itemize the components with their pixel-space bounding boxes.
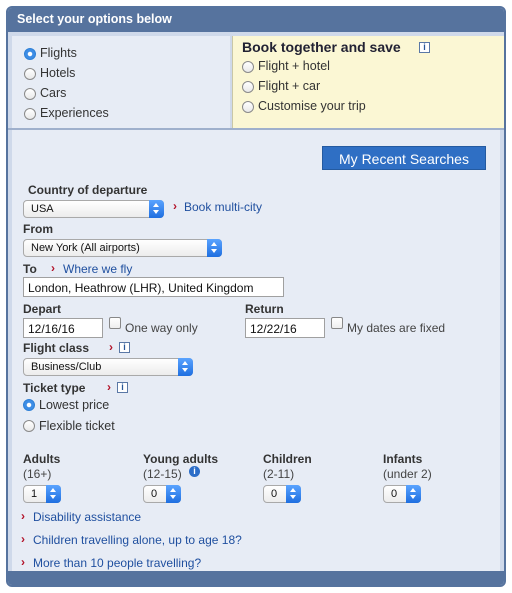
radio-hotels-label[interactable]: Hotels (40, 66, 76, 80)
adults-label: Adults (23, 452, 61, 466)
infants-value: 0 (391, 488, 398, 500)
from-select[interactable] (23, 239, 222, 257)
flight-class-value: Business/Club (31, 361, 102, 373)
more-people-link[interactable]: More than 10 people travelling? (33, 556, 202, 570)
chevron-right-icon: › (107, 380, 111, 394)
destination-input[interactable]: London, Heathrow (LHR), United Kingdom (23, 277, 284, 297)
radio-flight-car[interactable] (242, 81, 254, 93)
chevron-right-icon: › (51, 261, 55, 275)
book-multi-city-link[interactable]: Book multi-city (184, 200, 263, 214)
radio-lowest-price-label[interactable]: Lowest price (39, 398, 110, 412)
children-select[interactable] (263, 485, 301, 503)
return-label: Return (245, 302, 284, 316)
select-arrow-icon (286, 485, 301, 503)
children-label: Children (263, 452, 312, 466)
chevron-right-icon: › (173, 199, 177, 213)
infants-select[interactable] (383, 485, 421, 503)
flight-class-label: Flight class (23, 341, 90, 355)
adults-range: (16+) (23, 467, 52, 481)
radio-flights[interactable] (24, 48, 36, 60)
to-label: To (23, 262, 37, 276)
chevron-right-icon: › (21, 509, 25, 523)
booking-panel (6, 6, 506, 587)
one-way-label[interactable]: One way only (125, 321, 198, 335)
radio-hotels[interactable] (24, 68, 36, 80)
info-circle-icon[interactable]: i (189, 466, 200, 477)
radio-flight-car-label[interactable]: Flight + car (258, 79, 321, 93)
panel-title: Select your options below (17, 12, 172, 26)
radio-experiences[interactable] (24, 108, 36, 120)
radio-flexible-ticket-label[interactable]: Flexible ticket (39, 419, 115, 433)
children-value: 0 (271, 488, 278, 500)
select-arrow-icon (207, 239, 222, 257)
country-select[interactable] (23, 200, 164, 218)
country-label: Country of departure (28, 183, 148, 197)
young-adults-select[interactable] (143, 485, 181, 503)
country-value: USA (31, 203, 54, 215)
select-arrow-icon (46, 485, 61, 503)
info-icon[interactable]: i (119, 342, 130, 353)
radio-flexible-ticket[interactable] (23, 420, 35, 432)
select-arrow-icon (149, 200, 164, 218)
infants-range: (under 2) (383, 467, 432, 481)
panel-footer (8, 571, 504, 585)
from-value: New York (All airports) (31, 242, 140, 254)
young-adults-range: (12-15) (143, 467, 182, 481)
recent-searches-button[interactable]: My Recent Searches (322, 146, 486, 170)
radio-flights-label[interactable]: Flights (40, 46, 77, 60)
bundle-group (232, 36, 504, 128)
children-alone-link[interactable]: Children travelling alone, up to age 18? (33, 533, 242, 547)
disability-assistance-link[interactable]: Disability assistance (33, 510, 142, 524)
infants-label: Infants (383, 452, 423, 466)
info-icon[interactable]: i (117, 382, 128, 393)
one-way-checkbox[interactable] (109, 317, 121, 329)
chevron-right-icon: › (21, 532, 25, 546)
young-adults-label: Young adults (143, 452, 219, 466)
trip-type-group (12, 36, 230, 128)
from-label: From (23, 222, 53, 236)
chevron-right-icon: › (109, 340, 113, 354)
radio-lowest-price[interactable] (23, 399, 35, 411)
flight-class-select[interactable] (23, 358, 193, 376)
select-arrow-icon (406, 485, 421, 503)
dates-fixed-checkbox[interactable] (331, 317, 343, 329)
radio-cars-label[interactable]: Cars (40, 86, 67, 100)
return-date-input[interactable]: 12/22/16 (245, 318, 325, 338)
bundle-title: Book together and save (242, 39, 401, 55)
depart-date-input[interactable]: 12/16/16 (23, 318, 103, 338)
radio-customise[interactable] (242, 101, 254, 113)
dates-fixed-label[interactable]: My dates are fixed (347, 321, 446, 335)
chevron-right-icon: › (21, 555, 25, 569)
info-icon[interactable]: i (419, 42, 430, 53)
radio-flight-hotel[interactable] (242, 61, 254, 73)
adults-select[interactable] (23, 485, 61, 503)
search-form (12, 130, 500, 571)
radio-customise-label[interactable]: Customise your trip (258, 99, 366, 113)
panel-header (8, 8, 504, 32)
radio-experiences-label[interactable]: Experiences (40, 106, 109, 120)
ticket-type-label: Ticket type (23, 381, 86, 395)
radio-flight-hotel-label[interactable]: Flight + hotel (258, 59, 330, 73)
young-adults-value: 0 (151, 488, 158, 500)
select-arrow-icon (178, 358, 193, 376)
select-arrow-icon (166, 485, 181, 503)
radio-cars[interactable] (24, 88, 36, 100)
adults-value: 1 (31, 488, 38, 500)
where-we-fly-link[interactable]: Where we fly (63, 262, 133, 276)
depart-label: Depart (23, 302, 62, 316)
children-range: (2-11) (263, 467, 295, 481)
